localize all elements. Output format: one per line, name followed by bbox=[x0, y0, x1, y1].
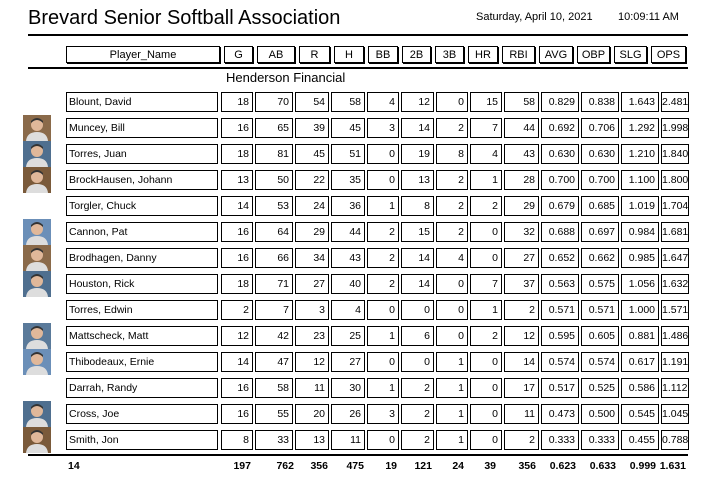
stat-cell-slg: 1.643 bbox=[621, 92, 659, 112]
total-2b: 121 bbox=[414, 460, 432, 472]
stat-cell-avg: 0.333 bbox=[541, 430, 579, 450]
stat-cell-avg: 0.630 bbox=[541, 144, 579, 164]
player-name-cell: Houston, Rick bbox=[66, 274, 218, 294]
stat-cell-3b: 0 bbox=[436, 326, 468, 346]
player-name-cell: Thibodeaux, Ernie bbox=[66, 352, 218, 372]
stat-cell-h: 4 bbox=[331, 300, 365, 320]
stat-cell-obp: 0.605 bbox=[581, 326, 619, 346]
stat-cell-r: 24 bbox=[295, 196, 329, 216]
stat-cell-g: 14 bbox=[221, 352, 253, 372]
stat-cell-slg: 0.984 bbox=[621, 222, 659, 242]
stat-cell-g: 2 bbox=[221, 300, 253, 320]
stat-cell-3b: 2 bbox=[436, 170, 468, 190]
stat-cell-bb: 1 bbox=[367, 196, 399, 216]
stat-cell-ab: 55 bbox=[255, 404, 293, 424]
stat-cell-avg: 0.563 bbox=[541, 274, 579, 294]
stat-cell-3b: 4 bbox=[436, 248, 468, 268]
stat-cell-h: 43 bbox=[331, 248, 365, 268]
stat-cell-rbi: 11 bbox=[504, 404, 539, 424]
stat-cell-hr: 7 bbox=[470, 118, 502, 138]
stat-cell-avg: 0.473 bbox=[541, 404, 579, 424]
stat-cell-hr: 0 bbox=[470, 404, 502, 424]
table-row bbox=[0, 323, 701, 349]
table-row bbox=[0, 375, 701, 401]
stat-cell-h: 30 bbox=[331, 378, 365, 398]
total-rbi: 356 bbox=[518, 460, 536, 472]
stat-cell-h: 25 bbox=[331, 326, 365, 346]
stat-cell-3b: 8 bbox=[436, 144, 468, 164]
stat-cell-rbi: 43 bbox=[504, 144, 539, 164]
bottom-rule bbox=[28, 454, 688, 456]
stat-cell-ops: 1.800 bbox=[661, 170, 689, 190]
stat-cell-h: 27 bbox=[331, 352, 365, 372]
total-obp: 0.633 bbox=[589, 460, 616, 472]
col-header-3b: 3B bbox=[435, 46, 464, 63]
stat-cell-ops: 1.681 bbox=[661, 222, 689, 242]
stat-cell-avg: 0.571 bbox=[541, 300, 579, 320]
total-player-count: 14 bbox=[68, 460, 80, 472]
stat-cell-hr: 15 bbox=[470, 92, 502, 112]
stat-cell-h: 51 bbox=[331, 144, 365, 164]
stat-cell-hr: 0 bbox=[470, 222, 502, 242]
stat-cell-rbi: 28 bbox=[504, 170, 539, 190]
stat-cell-2b: 13 bbox=[401, 170, 434, 190]
stat-cell-h: 45 bbox=[331, 118, 365, 138]
stat-cell-ops: 0.788 bbox=[661, 430, 689, 450]
player-name-cell: Brodhagen, Danny bbox=[66, 248, 218, 268]
stat-cell-2b: 14 bbox=[401, 118, 434, 138]
stat-cell-bb: 3 bbox=[367, 118, 399, 138]
stat-cell-r: 22 bbox=[295, 170, 329, 190]
stat-cell-rbi: 14 bbox=[504, 352, 539, 372]
stat-cell-hr: 2 bbox=[470, 196, 502, 216]
stat-cell-r: 29 bbox=[295, 222, 329, 242]
table-row bbox=[0, 115, 701, 141]
player-name-cell: BrockHausen, Johann bbox=[66, 170, 218, 190]
stat-cell-h: 44 bbox=[331, 222, 365, 242]
stat-cell-g: 18 bbox=[221, 144, 253, 164]
stat-cell-2b: 6 bbox=[401, 326, 434, 346]
col-header-player-name: Player_Name bbox=[66, 46, 220, 63]
stat-cell-hr: 4 bbox=[470, 144, 502, 164]
top-rule bbox=[28, 34, 688, 36]
stat-cell-bb: 2 bbox=[367, 248, 399, 268]
player-photo bbox=[23, 323, 51, 349]
stat-cell-g: 16 bbox=[221, 118, 253, 138]
stat-cell-slg: 1.000 bbox=[621, 300, 659, 320]
player-photo bbox=[23, 219, 51, 245]
stat-cell-ab: 71 bbox=[255, 274, 293, 294]
stat-cell-avg: 0.595 bbox=[541, 326, 579, 346]
stat-cell-ops: 1.045 bbox=[661, 404, 689, 424]
stat-cell-ops: 1.486 bbox=[661, 326, 689, 346]
stat-cell-obp: 0.525 bbox=[581, 378, 619, 398]
col-header-r: R bbox=[299, 46, 330, 63]
stat-cell-avg: 0.829 bbox=[541, 92, 579, 112]
stat-cell-ops: 1.840 bbox=[661, 144, 689, 164]
stat-cell-r: 54 bbox=[295, 92, 329, 112]
stat-cell-2b: 0 bbox=[401, 352, 434, 372]
stat-cell-slg: 0.455 bbox=[621, 430, 659, 450]
stat-cell-r: 45 bbox=[295, 144, 329, 164]
stat-cell-bb: 0 bbox=[367, 352, 399, 372]
stat-cell-slg: 1.019 bbox=[621, 196, 659, 216]
stat-cell-2b: 2 bbox=[401, 430, 434, 450]
table-row bbox=[0, 219, 701, 245]
player-name-cell: Blount, David bbox=[66, 92, 218, 112]
stat-cell-r: 11 bbox=[295, 378, 329, 398]
stat-cell-rbi: 27 bbox=[504, 248, 539, 268]
stat-cell-ab: 70 bbox=[255, 92, 293, 112]
stat-cell-avg: 0.700 bbox=[541, 170, 579, 190]
stat-cell-rbi: 58 bbox=[504, 92, 539, 112]
table-row bbox=[0, 167, 701, 193]
stat-cell-rbi: 32 bbox=[504, 222, 539, 242]
report-title: Brevard Senior Softball Association bbox=[28, 7, 341, 29]
col-header-ops: OPS bbox=[651, 46, 686, 63]
stat-cell-ops: 2.481 bbox=[661, 92, 689, 112]
stat-cell-g: 16 bbox=[221, 378, 253, 398]
stat-cell-ab: 58 bbox=[255, 378, 293, 398]
stat-cell-bb: 3 bbox=[367, 404, 399, 424]
stat-cell-ops: 1.571 bbox=[661, 300, 689, 320]
stat-cell-hr: 2 bbox=[470, 326, 502, 346]
table-row bbox=[0, 401, 701, 427]
stat-cell-r: 3 bbox=[295, 300, 329, 320]
stat-cell-ab: 53 bbox=[255, 196, 293, 216]
stat-cell-2b: 14 bbox=[401, 274, 434, 294]
total-g: 197 bbox=[233, 460, 251, 472]
stat-cell-rbi: 37 bbox=[504, 274, 539, 294]
table-row bbox=[0, 271, 701, 297]
total-ops: 1.631 bbox=[659, 460, 686, 472]
stat-cell-2b: 2 bbox=[401, 404, 434, 424]
stat-cell-g: 18 bbox=[221, 92, 253, 112]
stat-cell-r: 20 bbox=[295, 404, 329, 424]
stat-cell-slg: 0.881 bbox=[621, 326, 659, 346]
table-row bbox=[0, 427, 701, 453]
stat-cell-2b: 2 bbox=[401, 378, 434, 398]
stat-cell-h: 26 bbox=[331, 404, 365, 424]
stat-cell-h: 36 bbox=[331, 196, 365, 216]
stat-cell-3b: 1 bbox=[436, 352, 468, 372]
stat-cell-obp: 0.574 bbox=[581, 352, 619, 372]
stat-cell-h: 35 bbox=[331, 170, 365, 190]
stat-cell-ab: 33 bbox=[255, 430, 293, 450]
stat-cell-3b: 1 bbox=[436, 378, 468, 398]
stat-cell-obp: 0.697 bbox=[581, 222, 619, 242]
stat-cell-bb: 0 bbox=[367, 430, 399, 450]
table-row bbox=[0, 193, 701, 219]
stat-cell-hr: 1 bbox=[470, 300, 502, 320]
stat-cell-ops: 1.112 bbox=[661, 378, 689, 398]
stat-cell-g: 16 bbox=[221, 248, 253, 268]
player-photo bbox=[23, 271, 51, 297]
stat-cell-3b: 0 bbox=[436, 274, 468, 294]
stat-cell-ops: 1.647 bbox=[661, 248, 689, 268]
stat-cell-g: 18 bbox=[221, 274, 253, 294]
table-row bbox=[0, 245, 701, 271]
player-name-cell: Muncey, Bill bbox=[66, 118, 218, 138]
stat-cell-2b: 12 bbox=[401, 92, 434, 112]
col-header-h: H bbox=[334, 46, 364, 63]
stat-cell-2b: 19 bbox=[401, 144, 434, 164]
player-photo bbox=[23, 401, 51, 427]
stat-cell-hr: 0 bbox=[470, 248, 502, 268]
player-name-cell: Smith, Jon bbox=[66, 430, 218, 450]
stat-cell-ab: 47 bbox=[255, 352, 293, 372]
stat-cell-3b: 1 bbox=[436, 404, 468, 424]
stat-cell-obp: 0.500 bbox=[581, 404, 619, 424]
stat-cell-2b: 8 bbox=[401, 196, 434, 216]
stat-cell-r: 39 bbox=[295, 118, 329, 138]
stat-cell-avg: 0.652 bbox=[541, 248, 579, 268]
stat-cell-3b: 2 bbox=[436, 222, 468, 242]
stat-cell-h: 58 bbox=[331, 92, 365, 112]
stat-cell-bb: 0 bbox=[367, 170, 399, 190]
stat-cell-ab: 64 bbox=[255, 222, 293, 242]
report-date: Saturday, April 10, 2021 bbox=[476, 11, 593, 23]
stat-cell-3b: 0 bbox=[436, 92, 468, 112]
stat-cell-slg: 0.586 bbox=[621, 378, 659, 398]
stat-cell-rbi: 2 bbox=[504, 430, 539, 450]
player-photo bbox=[23, 245, 51, 271]
total-r: 356 bbox=[310, 460, 328, 472]
stat-cell-ops: 1.632 bbox=[661, 274, 689, 294]
stat-cell-avg: 0.688 bbox=[541, 222, 579, 242]
stat-cell-avg: 0.574 bbox=[541, 352, 579, 372]
col-header-slg: SLG bbox=[614, 46, 647, 63]
total-3b: 24 bbox=[452, 460, 464, 472]
player-name-cell: Torres, Juan bbox=[66, 144, 218, 164]
stat-cell-g: 12 bbox=[221, 326, 253, 346]
col-header-avg: AVG bbox=[539, 46, 573, 63]
col-header-hr: HR bbox=[468, 46, 498, 63]
stat-cell-bb: 1 bbox=[367, 326, 399, 346]
player-photo bbox=[23, 115, 51, 141]
stat-cell-2b: 14 bbox=[401, 248, 434, 268]
player-name-cell: Mattscheck, Matt bbox=[66, 326, 218, 346]
stat-cell-rbi: 12 bbox=[504, 326, 539, 346]
stat-cell-slg: 0.545 bbox=[621, 404, 659, 424]
player-photo bbox=[23, 427, 51, 453]
total-bb: 19 bbox=[385, 460, 397, 472]
stat-cell-3b: 2 bbox=[436, 196, 468, 216]
stat-cell-hr: 0 bbox=[470, 430, 502, 450]
stat-cell-obp: 0.333 bbox=[581, 430, 619, 450]
col-header-2b: 2B bbox=[402, 46, 431, 63]
stat-cell-2b: 15 bbox=[401, 222, 434, 242]
stat-cell-rbi: 44 bbox=[504, 118, 539, 138]
stat-cell-r: 12 bbox=[295, 352, 329, 372]
stat-cell-g: 14 bbox=[221, 196, 253, 216]
stat-cell-obp: 0.571 bbox=[581, 300, 619, 320]
stat-cell-r: 27 bbox=[295, 274, 329, 294]
stat-cell-slg: 0.985 bbox=[621, 248, 659, 268]
player-name-cell: Cannon, Pat bbox=[66, 222, 218, 242]
total-ab: 762 bbox=[276, 460, 294, 472]
stat-cell-r: 13 bbox=[295, 430, 329, 450]
stat-cell-rbi: 29 bbox=[504, 196, 539, 216]
total-avg: 0.623 bbox=[549, 460, 576, 472]
col-header-obp: OBP bbox=[577, 46, 610, 63]
player-photo bbox=[23, 141, 51, 167]
stat-cell-obp: 0.838 bbox=[581, 92, 619, 112]
stat-cell-3b: 0 bbox=[436, 300, 468, 320]
stat-cell-hr: 0 bbox=[470, 352, 502, 372]
stat-cell-bb: 2 bbox=[367, 222, 399, 242]
stat-cell-ops: 1.191 bbox=[661, 352, 689, 372]
stat-cell-hr: 1 bbox=[470, 170, 502, 190]
stat-cell-slg: 1.292 bbox=[621, 118, 659, 138]
stat-cell-slg: 0.617 bbox=[621, 352, 659, 372]
stat-cell-slg: 1.100 bbox=[621, 170, 659, 190]
stat-cell-3b: 1 bbox=[436, 430, 468, 450]
stat-cell-rbi: 2 bbox=[504, 300, 539, 320]
stat-cell-ab: 66 bbox=[255, 248, 293, 268]
stat-cell-avg: 0.517 bbox=[541, 378, 579, 398]
stat-cell-obp: 0.700 bbox=[581, 170, 619, 190]
stat-cell-bb: 4 bbox=[367, 92, 399, 112]
stat-cell-ab: 50 bbox=[255, 170, 293, 190]
stat-cell-rbi: 17 bbox=[504, 378, 539, 398]
player-name-cell: Torgler, Chuck bbox=[66, 196, 218, 216]
stat-cell-bb: 0 bbox=[367, 300, 399, 320]
stat-cell-hr: 7 bbox=[470, 274, 502, 294]
total-hr: 39 bbox=[484, 460, 496, 472]
stat-cell-3b: 2 bbox=[436, 118, 468, 138]
stat-cell-bb: 0 bbox=[367, 144, 399, 164]
table-row bbox=[0, 141, 701, 167]
report-time: 10:09:11 AM bbox=[618, 11, 679, 23]
stat-cell-ops: 1.704 bbox=[661, 196, 689, 216]
stat-cell-obp: 0.575 bbox=[581, 274, 619, 294]
player-photo bbox=[23, 167, 51, 193]
player-name-cell: Torres, Edwin bbox=[66, 300, 218, 320]
stat-cell-h: 11 bbox=[331, 430, 365, 450]
stat-cell-obp: 0.630 bbox=[581, 144, 619, 164]
stat-cell-avg: 0.692 bbox=[541, 118, 579, 138]
stat-cell-avg: 0.679 bbox=[541, 196, 579, 216]
stat-cell-slg: 1.056 bbox=[621, 274, 659, 294]
stat-cell-obp: 0.685 bbox=[581, 196, 619, 216]
table-row bbox=[0, 89, 701, 115]
player-name-cell: Darrah, Randy bbox=[66, 378, 218, 398]
stat-cell-g: 13 bbox=[221, 170, 253, 190]
stat-cell-2b: 0 bbox=[401, 300, 434, 320]
stat-cell-bb: 2 bbox=[367, 274, 399, 294]
col-header-bb: BB bbox=[368, 46, 398, 63]
player-name-cell: Cross, Joe bbox=[66, 404, 218, 424]
stat-cell-hr: 0 bbox=[470, 378, 502, 398]
table-row bbox=[0, 349, 701, 375]
stat-cell-obp: 0.706 bbox=[581, 118, 619, 138]
stat-cell-r: 34 bbox=[295, 248, 329, 268]
stat-cell-bb: 1 bbox=[367, 378, 399, 398]
stat-cell-ab: 42 bbox=[255, 326, 293, 346]
col-header-rbi: RBI bbox=[502, 46, 535, 63]
header-rule bbox=[28, 67, 688, 69]
col-header-g: G bbox=[224, 46, 253, 63]
stat-cell-g: 16 bbox=[221, 222, 253, 242]
stat-cell-ab: 65 bbox=[255, 118, 293, 138]
stat-cell-slg: 1.210 bbox=[621, 144, 659, 164]
stat-cell-g: 16 bbox=[221, 404, 253, 424]
table-row bbox=[0, 297, 701, 323]
total-h: 475 bbox=[346, 460, 364, 472]
stat-cell-ab: 81 bbox=[255, 144, 293, 164]
stat-cell-ops: 1.998 bbox=[661, 118, 689, 138]
stat-cell-obp: 0.662 bbox=[581, 248, 619, 268]
stat-cell-h: 40 bbox=[331, 274, 365, 294]
team-name: Henderson Financial bbox=[226, 70, 346, 85]
col-header-ab: AB bbox=[257, 46, 295, 63]
stat-cell-r: 23 bbox=[295, 326, 329, 346]
stat-cell-ab: 7 bbox=[255, 300, 293, 320]
stat-cell-g: 8 bbox=[221, 430, 253, 450]
player-photo bbox=[23, 349, 51, 375]
total-slg: 0.999 bbox=[629, 460, 656, 472]
